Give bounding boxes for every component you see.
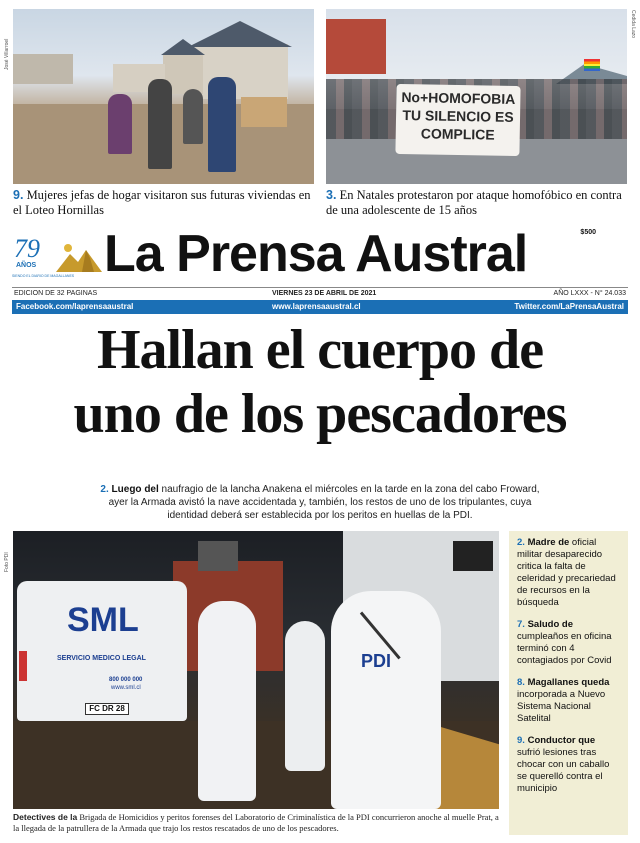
twitter-link[interactable]: Twitter.com/LaPrensaAustral — [514, 302, 624, 311]
story-number: 8. — [517, 677, 525, 688]
caption-text: Brigada de Homicidios y peritos forenses del Laboratorio de Criminalística de la PDI concurrieron anoche al muelle Prat, a la llegada de la patrullera de la Armada que trajo los restos rescatados de uno de los pescadores. — [13, 812, 499, 833]
banner-line: TU SILENCIO ES — [402, 107, 514, 125]
banner-line: COMPLICE — [420, 125, 495, 143]
photo-protest — [326, 9, 627, 184]
story-number: 3. — [326, 188, 337, 202]
person — [108, 94, 132, 154]
story-number: 9. — [13, 188, 24, 202]
pdi-label: PDI — [361, 651, 392, 671]
person — [208, 77, 236, 172]
edition-date: VIERNES 23 DE ABRIL DE 2021 — [272, 290, 377, 297]
brief-bold: Saludo de — [527, 619, 573, 630]
person — [183, 89, 203, 144]
brief-bold: Magallanes queda — [527, 677, 610, 688]
person — [148, 79, 172, 169]
anniversary-logo — [12, 234, 104, 280]
photo-forensics-dock — [13, 531, 499, 809]
web-links-bar — [12, 300, 628, 314]
brief-text: incorporada a Nuevo Sistema Nacional Satelital — [517, 689, 606, 724]
main-headline[interactable] — [0, 318, 640, 446]
newspaper-title: La Prensa Austral — [104, 225, 528, 283]
photo-credit: Foto PDI — [4, 552, 10, 572]
banner-line: No+HOMOFOBIA — [401, 89, 516, 107]
brief-text: oficial militar desaparecido critica la falta de celeridad y precariedad de recursos en la búsqueda — [517, 537, 616, 608]
caption-bold: Detectives de la — [13, 812, 78, 822]
issue-number: AÑO LXXX - N° 24.033 — [553, 290, 626, 297]
headline-line: uno de los pescadores — [73, 383, 567, 445]
protest-banner — [395, 84, 520, 156]
sml-truck — [17, 581, 187, 721]
truck-web: www.sml.cl — [111, 685, 141, 691]
truck-label: SML — [67, 601, 139, 639]
photo-housing-visit — [13, 9, 314, 184]
website-link[interactable]: www.laprensaaustral.cl — [272, 302, 361, 311]
mountain-logo-icon — [56, 242, 102, 272]
lead-paragraph — [100, 483, 540, 522]
forensic-detective — [331, 591, 441, 809]
lead-bold: Luego del — [111, 484, 159, 495]
sidebar-item[interactable] — [517, 537, 620, 609]
story-number: 2. — [517, 537, 525, 548]
truck-phone: 800 000 000 — [109, 677, 143, 683]
edition-info-bar — [12, 287, 628, 299]
story-text: Mujeres jefas de hogar visitaron sus futuras viviendas en el Loteo Hornillas — [13, 188, 311, 217]
masthead — [12, 226, 628, 286]
brief-bold: Conductor que — [527, 735, 596, 746]
tail-light — [19, 651, 27, 681]
truck-subtitle: SERVICIO MEDICO LEGAL — [57, 655, 146, 662]
story-text: En Natales protestaron por ataque homofóbico en contra de una adolescente de 15 años — [326, 188, 622, 217]
license-plate: FC DR 28 — [85, 703, 129, 715]
price: $500 — [580, 229, 596, 236]
pride-flag — [584, 59, 600, 71]
photo-credit: José Villarroel — [4, 38, 10, 70]
brief-bold: Madre de — [527, 537, 570, 548]
sidebar-item[interactable] — [517, 677, 620, 725]
lumber-pile — [241, 97, 287, 127]
facebook-link[interactable]: Facebook.com/laprensaaustral — [16, 302, 134, 311]
sidebar-item[interactable] — [517, 619, 620, 667]
anniversary-label: AÑOS — [16, 262, 37, 269]
anniversary-number: 79 — [14, 234, 40, 263]
lead-text: naufragio de la lancha Anakena el miércoles en la tarde en la zona del cabo Froward, ayer la Armada avistó la nave accidentada y, también, los restos de uno de los tripulantes, cuya identidad deberá ser establecida por los peritos en huellas de la PDI. — [108, 484, 540, 521]
story-number: 9. — [517, 735, 525, 746]
brief-text: cumpleaños en oficina terminó con 4 contagiados por Covid — [517, 631, 612, 666]
sidebar-item[interactable] — [517, 735, 620, 795]
story-number: 7. — [517, 619, 525, 630]
main-photo-caption — [13, 812, 501, 834]
anniversary-tagline: SIENDO EL DIARIO DE MAGALLANES — [12, 274, 75, 278]
brief-text: sufrió lesiones tras chocar con un caballo se querelló contra el municipio — [517, 747, 610, 794]
sidebar-briefs — [509, 531, 628, 835]
forensic-person — [285, 621, 325, 771]
headline-line: Hallan el cuerpo de — [96, 319, 544, 381]
building — [326, 19, 386, 74]
edition-pages: EDICION DE 32 PAGINAS — [14, 290, 98, 297]
top-story-caption[interactable] — [13, 188, 313, 218]
forensic-person — [198, 601, 256, 801]
story-number: 2. — [100, 484, 109, 495]
photo-credit: Cedida Lazo — [630, 10, 636, 39]
top-story-caption[interactable] — [326, 188, 626, 218]
